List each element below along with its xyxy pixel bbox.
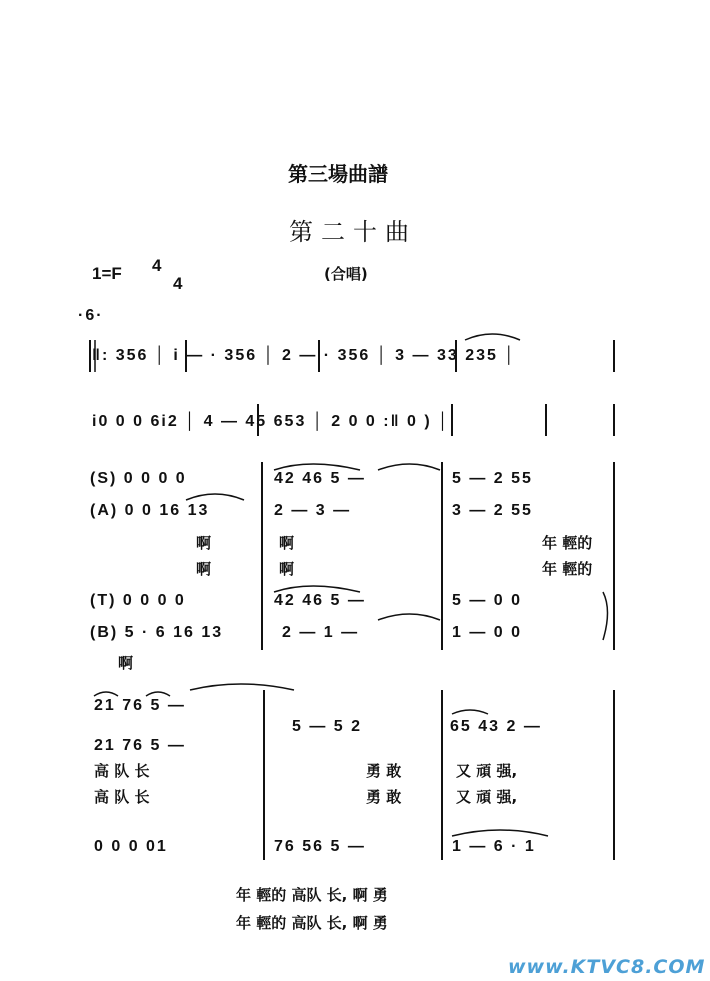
lyric-b3: 年 輕的 xyxy=(542,560,593,578)
site-watermark: www.KTVC8.COM xyxy=(508,956,706,978)
slur xyxy=(146,692,170,696)
slur xyxy=(186,494,244,500)
lyric1-b: 勇 敢 xyxy=(366,762,402,780)
soprano-measure-2: 5 — 2 55 xyxy=(452,470,533,487)
lyric1-c: 又 頑 强, xyxy=(456,762,518,780)
alto-measure-1: 2 — 3 — xyxy=(274,502,352,519)
alto-measure-2: 3 — 2 55 xyxy=(452,502,533,519)
row1-measure-3: 65 43 2 — xyxy=(450,718,542,735)
slur xyxy=(94,692,118,696)
page-title: 第三場曲譜 xyxy=(288,162,388,186)
lyric-a2: 啊 xyxy=(279,534,295,552)
row3-measure-3: 1 — 6 · 1 xyxy=(452,838,536,855)
lyric2-a: 高 队 长 xyxy=(94,788,150,806)
slur xyxy=(190,684,294,690)
bass-measure-2: 1 — 0 0 xyxy=(452,624,523,641)
row1-measure-2: 5 — 5 2 xyxy=(292,718,363,735)
lyric3: 年 輕的 高队 长, 啊 勇 xyxy=(236,886,388,904)
meter-top: 4 xyxy=(152,256,162,275)
row1-measure-1: 21 76 5 — xyxy=(94,697,186,714)
lyric2-c: 又 頑 强, xyxy=(456,788,518,806)
slur xyxy=(465,334,520,340)
brace xyxy=(603,592,608,640)
lyric-b1: 啊 xyxy=(196,560,212,578)
alto-part: (A) 0 0 16 13 xyxy=(90,502,210,519)
soprano-part: (S) 0 0 0 0 xyxy=(90,470,187,487)
bass-measure-1: 2 — 1 — xyxy=(282,624,360,641)
slur xyxy=(378,614,440,620)
lyric-bass: 啊 xyxy=(118,654,134,672)
row3-measure-1: 0 0 0 01 xyxy=(94,838,168,855)
slur xyxy=(452,710,488,714)
bass-part: (B) 5 · 6 16 13 xyxy=(90,624,224,641)
lyric2-b: 勇 敢 xyxy=(366,788,402,806)
soprano-measure-1: 42 46 5 — xyxy=(274,470,366,487)
lyric-a3: 年 輕的 xyxy=(542,534,593,552)
lyric1-a: 高 队 长 xyxy=(94,762,150,780)
row2-measure-1: 21 76 5 — xyxy=(94,737,186,754)
tempo-mark: ·6· xyxy=(78,307,104,324)
key-signature: 1=F xyxy=(92,264,122,283)
song-title: 第二十曲 xyxy=(289,218,417,246)
meter-bottom: 4 xyxy=(173,274,183,293)
slur xyxy=(452,830,548,836)
intro-line-1: ‖: 356 │ i — · 356 │ 2 — · 356 │ 3 — 33 235 │ xyxy=(92,347,517,364)
tenor-measure-2: 5 — 0 0 xyxy=(452,592,523,609)
performance-note: (合唱) xyxy=(324,265,368,283)
lyric4: 年 輕的 高队 长, 啊 勇 xyxy=(236,914,388,932)
slur xyxy=(378,464,440,470)
row3-measure-2: 76 56 5 — xyxy=(274,838,366,855)
lyric-b2: 啊 xyxy=(279,560,295,578)
tenor-measure-1: 42 46 5 — xyxy=(274,592,366,609)
intro-line-2: i0 0 0 6i2 │ 4 — 45 653 │ 2 0 0 :‖ 0 ) │ xyxy=(92,413,451,430)
tenor-part: (T) 0 0 0 0 xyxy=(90,592,186,609)
lyric-a1: 啊 xyxy=(196,534,212,552)
